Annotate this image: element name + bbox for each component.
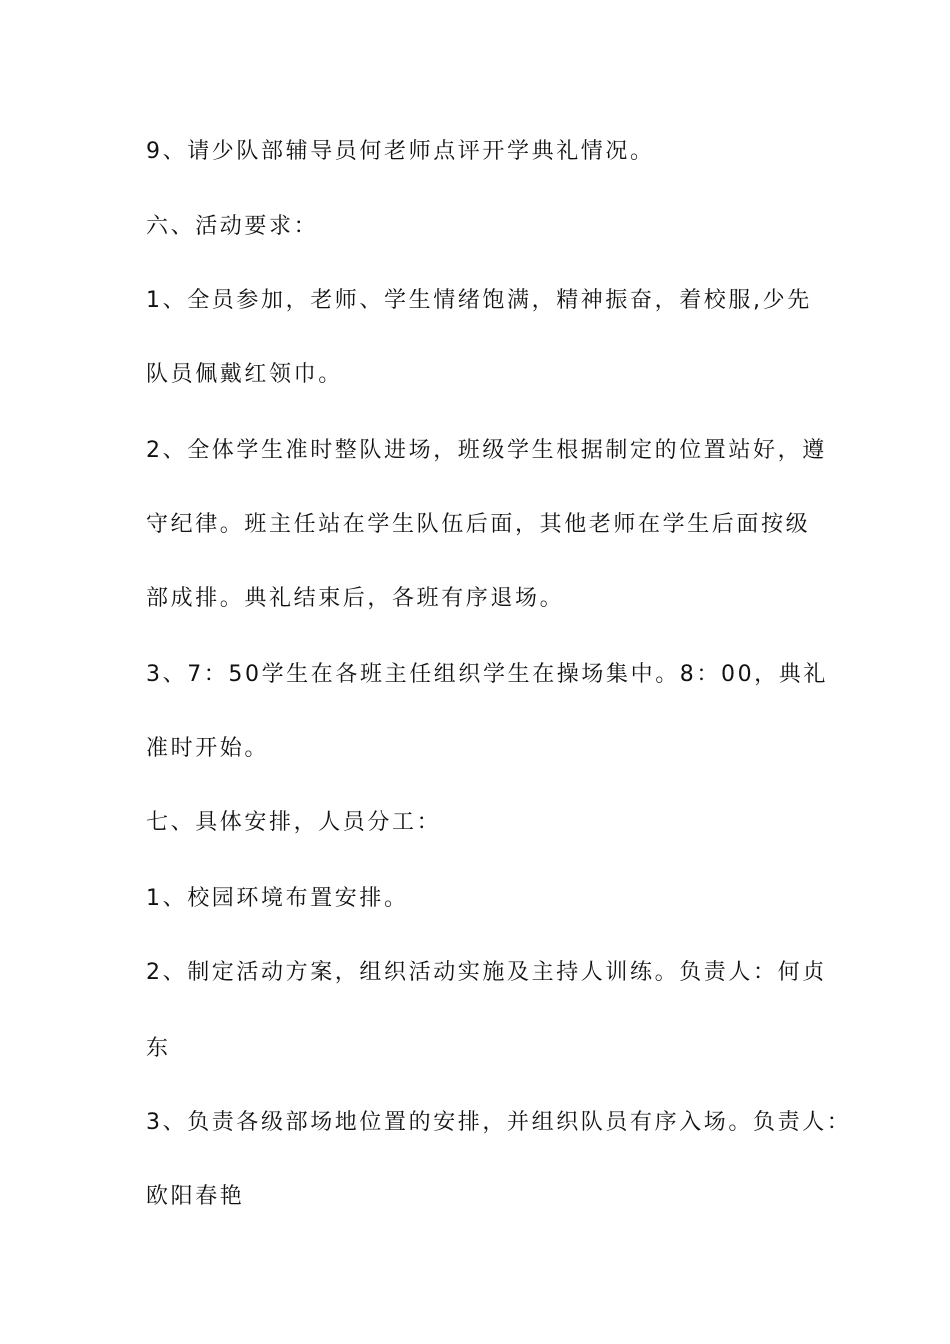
- text-line-arrangement-2-cont: 东: [146, 1036, 171, 1061]
- section-heading-arrangement: 七、具体安排，人员分工：: [146, 810, 442, 835]
- text-line-arrangement-2: 2、制定活动方案，组织活动实施及主持人训练。负责人：何贞: [146, 960, 827, 985]
- text-line-requirement-2-cont2: 部成排。典礼结束后，各班有序退场。: [146, 586, 565, 611]
- text-line-requirement-2-cont: 守纪律。班主任站在学生队伍后面，其他老师在学生后面按级: [146, 512, 811, 537]
- text-line-requirement-1-cont: 队员佩戴红领巾。: [146, 362, 343, 387]
- text-line-arrangement-3-cont: 欧阳春艳: [146, 1184, 245, 1209]
- text-line-arrangement-1: 1、校园环境布置安排。: [146, 886, 409, 911]
- text-line-requirement-3-cont: 准时开始。: [146, 736, 270, 761]
- text-line-item-9: 9、请少队部辅导员何老师点评开学典礼情况。: [146, 139, 655, 164]
- text-line-arrangement-3: 3、负责各级部场地位置的安排，并组织队员有序入场。负责人：: [146, 1110, 852, 1135]
- section-heading-requirements: 六、活动要求：: [146, 214, 319, 239]
- text-line-requirement-1: 1、全员参加，老师、学生情绪饱满，精神振奋，着校服,少先: [146, 288, 812, 313]
- text-line-requirement-3: 3、7：50学生在各班主任组织学生在操场集中。8：00，典礼: [146, 662, 828, 687]
- text-line-requirement-2: 2、全体学生准时整队进场，班级学生根据制定的位置站好，遵: [146, 438, 827, 463]
